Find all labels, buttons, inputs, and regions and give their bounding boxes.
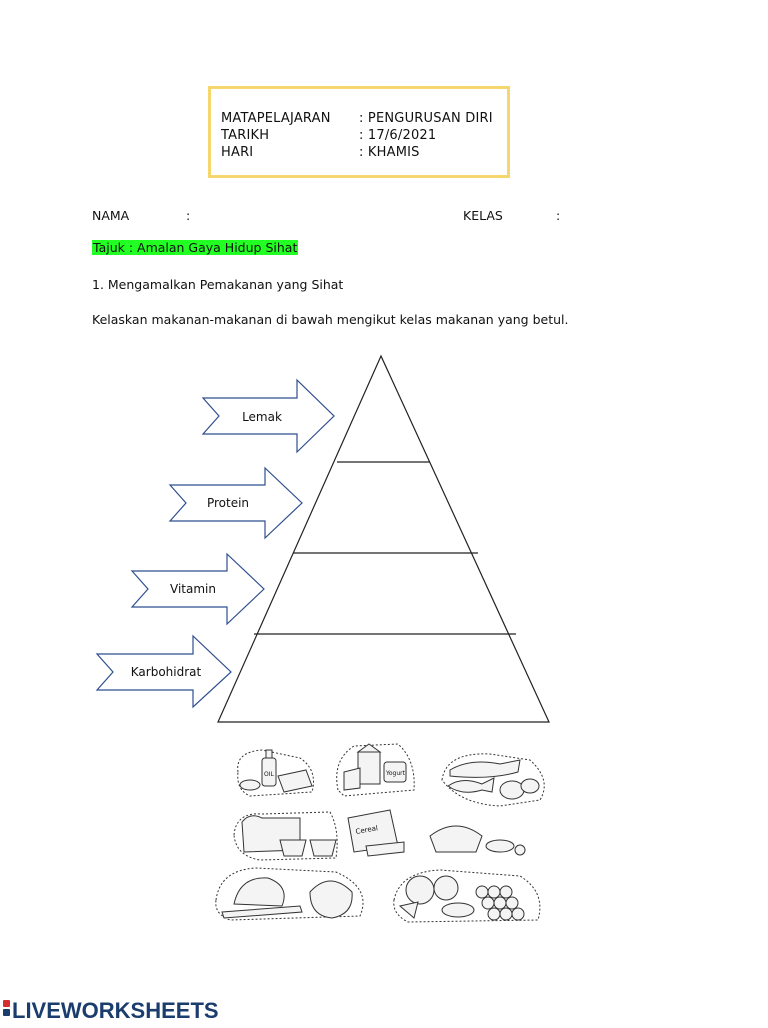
day-label: HARI [221,145,254,160]
liveworksheets-logo [0,994,260,1024]
name-label: NAMA [92,208,130,223]
carrot-icon [222,906,302,918]
carbohydrate-group-illustration [234,810,525,860]
name-colon: : [186,208,191,223]
fish-icon [448,778,494,792]
muffin-icon [280,840,306,856]
subject-info-box [208,86,510,178]
apple-icon [406,876,434,904]
arrow-lemak [203,380,334,452]
butter-icon [278,770,312,792]
arrow-label-karbohidrat: Karbohidrat [130,665,202,679]
cabbage-icon [234,878,284,906]
arrow-vitamin [132,554,264,624]
subject-label: MATAPELAJARAN [221,111,331,126]
egg-icon [500,781,524,799]
vegetable-group-illustration [216,868,363,920]
strawberry-icon [400,902,418,918]
rice-bowl-icon [430,826,482,852]
topic-heading: Tajuk : Amalan Gaya Hidup Sihat [93,240,298,255]
question-1: 1. Mengamalkan Pemakanan yang Sihat [92,277,344,292]
milk-carton-icon [358,752,380,784]
arrow-label-protein: Protein [206,496,250,510]
brand-text: LIVEWORKSHEETS [12,998,219,1023]
fruit-group-illustration [394,870,540,922]
class-label: KELAS [463,208,503,223]
arrow-karbohidrat [97,636,231,707]
arrow-protein [170,468,302,538]
cereal-label: Cereal [354,824,379,836]
arrow-label-lemak: Lemak [242,410,282,424]
subject-value: : PENGURUSAN DIRI [359,111,493,126]
food-illustrations [0,740,768,930]
day-value: : KHAMIS [359,145,420,160]
brand-mark-icon [0,994,260,1024]
food-pyramid-diagram [0,340,768,740]
class-colon: : [556,208,561,223]
arrow-label-vitamin: Vitamin [170,582,216,596]
protein-group-illustration [442,754,544,806]
oil-label: OIL [264,771,274,778]
cookie-icon [486,840,514,852]
date-value: : 17/6/2021 [359,128,437,143]
dairy-group-illustration [337,744,414,796]
date-label: TARIKH [221,128,270,143]
yogurt-label: Yogurt [386,770,405,777]
fats-group-illustration [238,750,314,796]
grapes-icon [476,886,524,920]
pumpkin-icon [310,881,352,918]
instruction-text: Kelaskan makanan-makanan di bawah mengikut kelas makanan yang betul. [92,312,569,327]
drumstick-icon [450,760,520,777]
